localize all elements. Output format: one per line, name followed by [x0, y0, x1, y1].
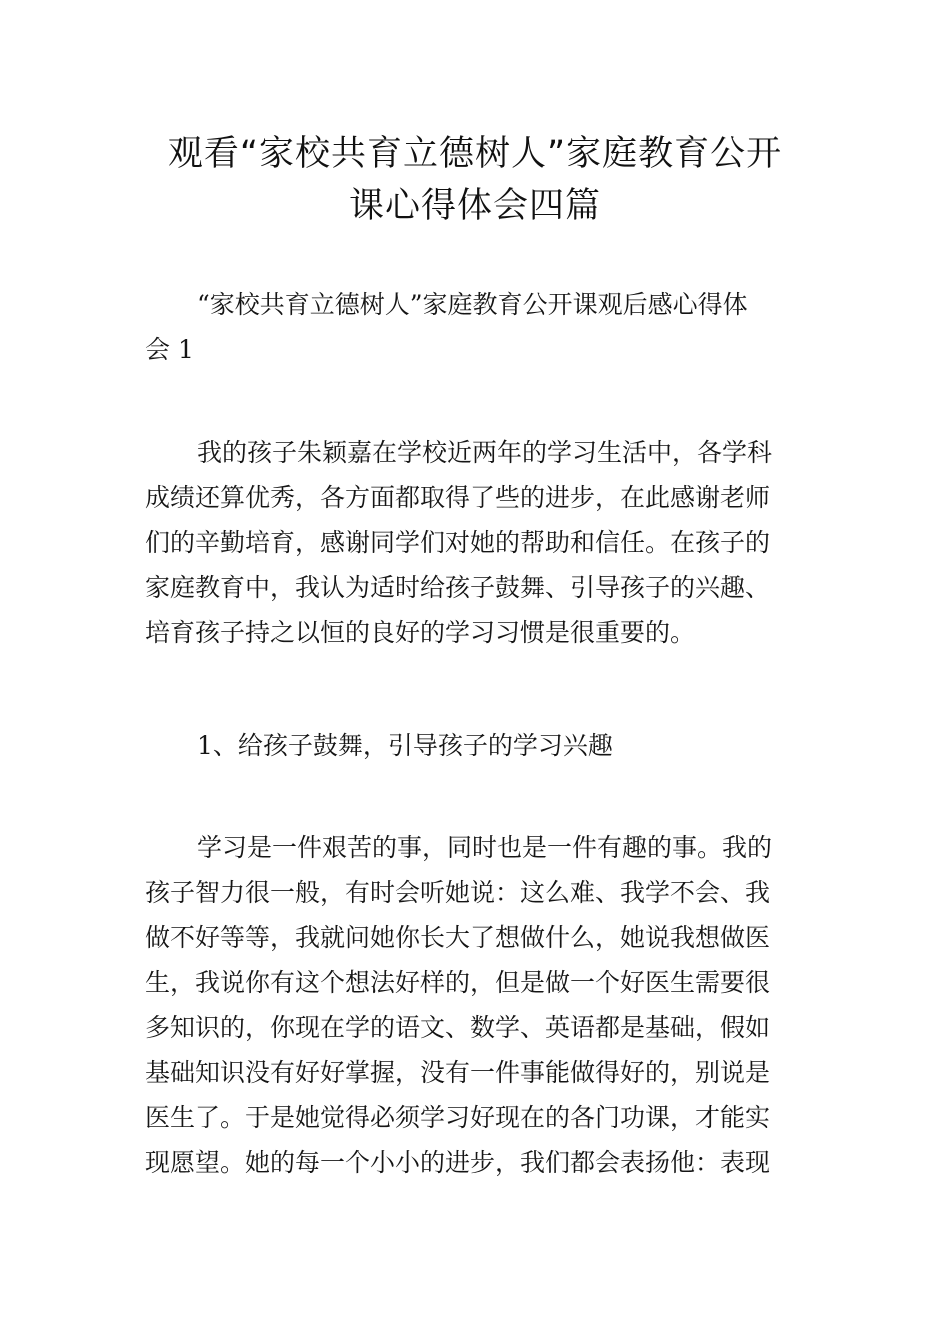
para2-line-7: 医生了。于是她觉得必须学习好现在的各门功课，才能实	[145, 1103, 771, 1132]
para2-line-3: 做不好等等，我就问她你长大了想做什么，她说我想做医	[145, 923, 771, 952]
para2-line-6: 基础知识没有好好掌握，没有一件事能做得好的，别说是	[145, 1058, 771, 1087]
section-subtitle	[145, 282, 810, 372]
subtitle-line-2: 会 1	[145, 335, 194, 364]
para2-line-2: 孩子智力很一般，有时会听她说：这么难、我学不会、我	[145, 878, 771, 907]
intro-line-5: 培育孩子持之以恒的良好的学习习惯是很重要的。	[145, 618, 696, 647]
point-heading-1	[145, 723, 810, 768]
point-1-paragraph	[145, 825, 810, 1185]
title-line-1: 观看“家校共育立德树人”家庭教育公开	[167, 134, 783, 174]
para2-line-8: 现愿望。她的每一个小小的进步，我们都会表扬他：表现	[145, 1148, 771, 1177]
intro-line-3: 们的辛勤培育，感谢同学们对她的帮助和信任。在孩子的	[145, 528, 771, 557]
document-title	[0, 128, 950, 232]
intro-line-2: 成绩还算优秀，各方面都取得了些的进步，在此感谢老师	[145, 483, 771, 512]
para2-line-5: 多知识的，你现在学的语文、数学、英语都是基础，假如	[145, 1013, 771, 1042]
para2-line-1: 学习是一件艰苦的事，同时也是一件有趣的事。我的	[197, 833, 773, 862]
intro-line-4: 家庭教育中，我认为适时给孩子鼓舞、引导孩子的兴趣、	[145, 573, 771, 602]
intro-paragraph	[145, 430, 810, 655]
intro-line-1: 我的孩子朱颖嘉在学校近两年的学习生活中，各学科	[197, 438, 773, 467]
para2-line-4: 生，我说你有这个想法好样的，但是做一个好医生需要很	[145, 968, 771, 997]
title-line-2: 课心得体会四篇	[348, 186, 601, 226]
subtitle-line-1: “家校共育立德树人”家庭教育公开课观后感心得体	[197, 290, 748, 319]
heading-1-text: 1、给孩子鼓舞，引导孩子的学习兴趣	[197, 731, 613, 760]
